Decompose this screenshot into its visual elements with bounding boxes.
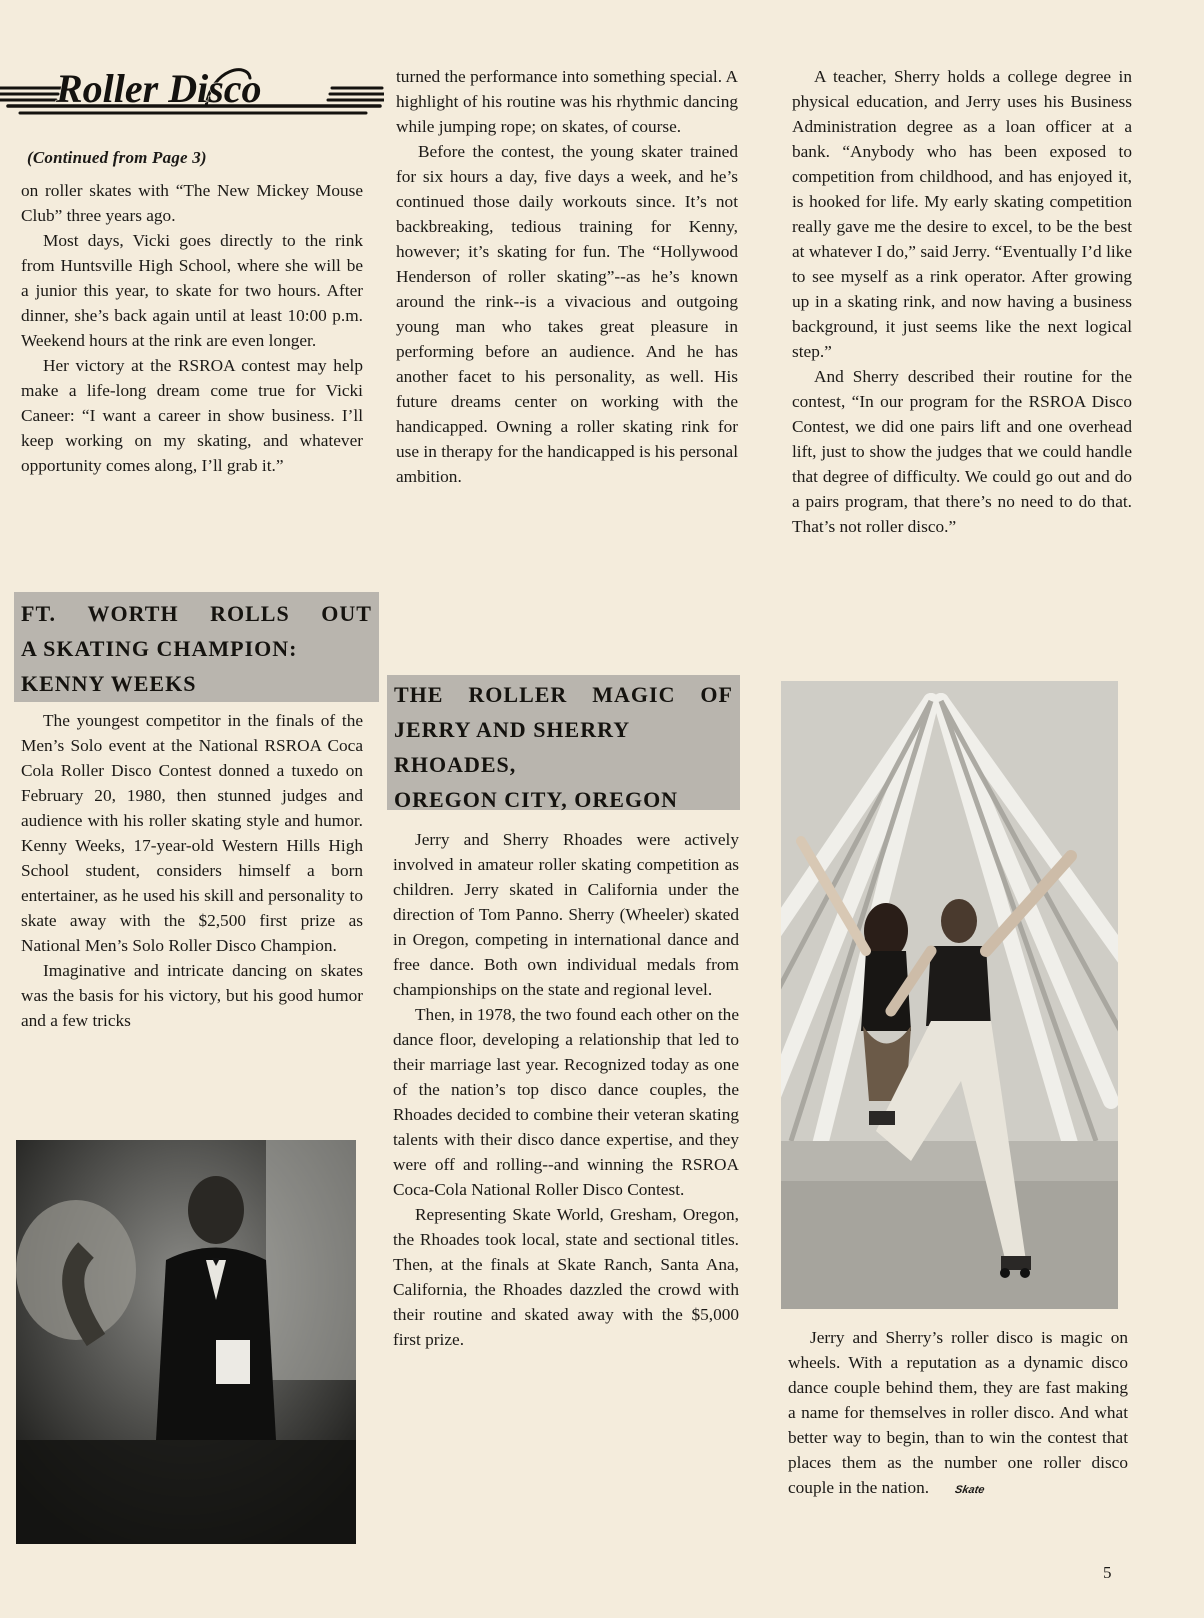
section-heading-kenny-weeks — [14, 592, 379, 702]
skate-end-mark: Skate — [954, 1484, 986, 1496]
column-2-bottom — [393, 827, 739, 1352]
heading-line: OREGON CITY, OREGON — [394, 787, 679, 812]
heading-line — [394, 677, 733, 712]
kenny-weeks-photo — [16, 1140, 356, 1544]
paragraph: Jerry and Sherry Rhoades were actively involved in amateur roller skating competition as children. Jerry skated in California under the direction of Tom Panno. Sherry (Wheeler) skated in Oregon, competing in international dance and free dance. Both own individual medals from championships on the state and regional level. — [393, 830, 739, 999]
heading-word: MAGIC — [592, 682, 676, 707]
column-1-bottom — [21, 708, 363, 1033]
heading-word: THE — [394, 682, 444, 707]
paragraph — [788, 1325, 1128, 1503]
column-2-top — [396, 64, 738, 489]
heading-line: A SKATING CHAMPION: — [21, 636, 298, 661]
heading-word: WORTH — [87, 601, 179, 626]
column-3-top — [792, 64, 1132, 539]
heading-word: ROLLER — [468, 682, 568, 707]
paragraph: A teacher, Sherry holds a college degree in physical education, and Jerry uses his Business Administration degree as a loan officer at a bank. “Anybody who has been exposed to competition from childhood, and has enjoyed it, is hooked for life. My early skating competition really gave me the desire to excel, to be the best at whatever I do,” said Jerry. “Eventually I’d like to see myself as a rink operator. After growing up in a skating rink, and now having a business background, it just seems like the next logical step.” — [792, 67, 1132, 361]
heading-line: JERRY AND SHERRY — [394, 717, 631, 742]
continued-note: (Continued from Page 3) — [27, 148, 207, 167]
paragraph: Most days, Vicki goes directly to the rink from Huntsville High School, where she will be a junior this year, to skate for two hours. After dinner, she’s back again until at least 10:00 p.m. Weekend hours at the rink are even longer. — [21, 231, 363, 350]
paragraph: Her victory at the RSROA contest may help make a life-long dream come true for Vicki Caneer: “I want a career in show business. I’ll keep working on my skating, and whatever opportunity comes along, I’ll grab it.” — [21, 356, 363, 475]
paragraph: Representing Skate World, Gresham, Oregon, the Rhoades took local, state and sectional titles. Then, at the finals at Skate Ranch, Santa Ana, California, the Rhoades dazzled the crowd with their routine and skated away with the $5,000 first prize. — [393, 1205, 739, 1349]
paragraph: Imaginative and intricate dancing on skates was the basis for his victory, but his good humor and a few tricks — [21, 961, 363, 1030]
heading-word: FT. — [21, 601, 56, 626]
heading-word: OF — [700, 682, 733, 707]
section-heading-rhoades — [387, 675, 740, 810]
heading-word: OUT — [321, 601, 372, 626]
paragraph: The youngest competitor in the finals of the Men’s Solo event at the National RSROA Coca Cola Roller Disco Contest donned a tuxedo on February 20, 1980, then stunned judges and audience with his roller skating style and humor. Kenny Weeks, 17-year-old Western Hills High School student, considers himself a born entertainer, as he used his skill and personality to skate away with the $2,500 first prize as National Men’s Solo Roller Disco Champion. — [21, 711, 363, 955]
logo-wordmark: Roller Disco — [56, 66, 262, 111]
heading-line: KENNY WEEKS — [21, 671, 197, 696]
page-number: 5 — [1103, 1563, 1112, 1582]
paragraph-text: Jerry and Sherry’s roller disco is magic on wheels. With a reputation as a dynamic disco dance couple behind them, they are fast making a name for themselves in roller disco. And what better way to begin, than to win the contest that places them as the number one roller disco couple in the nation. — [788, 1328, 1128, 1497]
heading-word: ROLLS — [210, 601, 290, 626]
roller-disco-logo — [0, 58, 384, 158]
paragraph: Before the contest, the young skater trained for six hours a day, five days a week, and he’s continued those daily workouts since. It’s not backbreaking, tedious training for Kenny, however; it’s skating for fun. The “Hollywood Henderson of roller skating”--as he’s known around the rink--is a vivacious and outgoing young man who takes great pleasure in performing before an audience. And he has another facet to his personality, as well. His future dreams center on working with the handicapped. Owning a roller skating rink for use in therapy for the handicapped is his personal ambition. — [396, 142, 738, 486]
heading-line: RHOADES, — [394, 752, 517, 777]
paragraph: Then, in 1978, the two found each other on the dance floor, developing a relationship that led to their marriage last year. Recognized today as one of the nation’s top disco dance couples, the Rhoades decided to combine their veteran skating talents with their disco dance expertise, and they were off and rolling--and winning the RSROA Coca-Cola National Roller Disco Contest. — [393, 1005, 739, 1199]
paragraph: turned the performance into something special. A highlight of his routine was his rhythmic dancing while jumping rope; on skates, of course. — [396, 67, 738, 136]
column-1-top — [21, 178, 363, 478]
heading-line — [21, 596, 372, 631]
rhoades-couple-photo — [781, 681, 1118, 1309]
column-3-bottom — [788, 1325, 1128, 1503]
paragraph: on roller skates with “The New Mickey Mouse Club” three years ago. — [21, 181, 363, 225]
paragraph: And Sherry described their routine for the contest, “In our program for the RSROA Disco Contest, we did one pairs lift and one overhead lift, just to show the judges that we could handle that degree of difficulty. We could go out and do a pairs program, that there’s no need to do that. That’s not roller disco.” — [792, 367, 1132, 536]
